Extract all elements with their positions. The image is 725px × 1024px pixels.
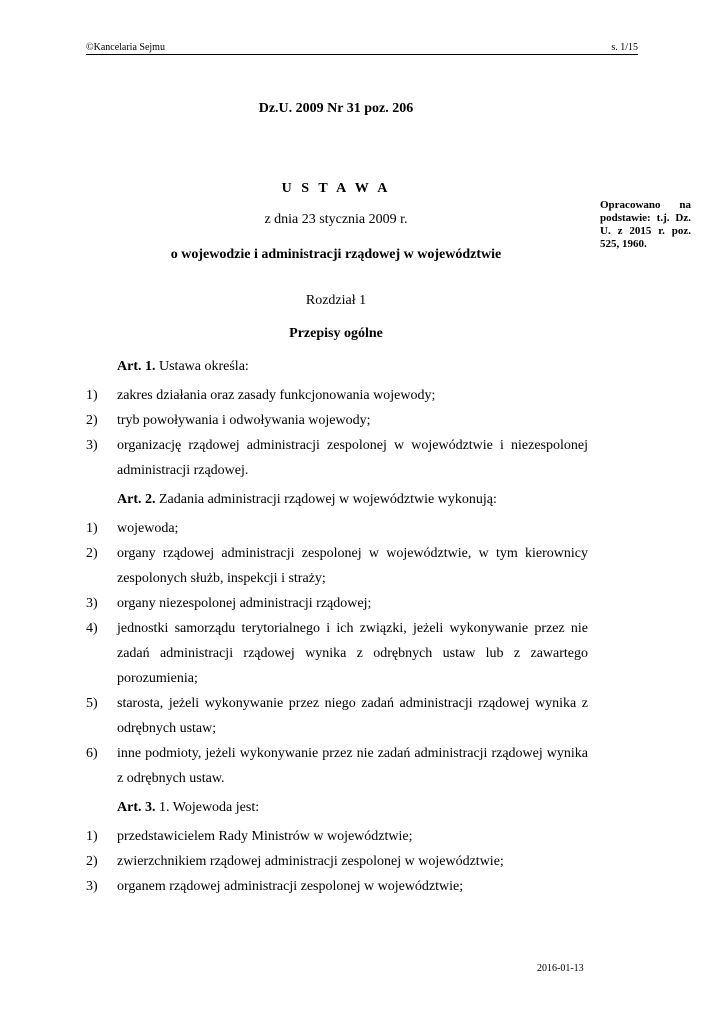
article-label: Art. 2.: [117, 492, 156, 507]
list-item: 2) zwierzchnikiem rządowej administracji zespolonej w województwie;: [86, 854, 504, 869]
article-label: Art. 3.: [117, 800, 156, 815]
act-type: U S T A W A: [281, 181, 391, 196]
act-title: o wojewodzie i administracji rządowej w województwie: [170, 247, 502, 262]
list-item: 3) organem rządowej administracji zespolonej w województwie;: [86, 879, 464, 894]
list-item: 1) przedstawicielem Rady Ministrów w województwie;: [86, 829, 413, 844]
list-item: 1) wojewoda;: [86, 521, 179, 536]
chapter-number: Rozdział 1: [305, 293, 367, 308]
list-item: 3) organizację rządowej administracji zespolonej w województwie i niezespolonej administracji rządowej.: [86, 438, 588, 478]
document-body: [86, 357, 588, 906]
act-date: z dnia 23 stycznia 2009 r.: [264, 212, 408, 227]
article-intro: 1. Wojewoda jest:: [155, 800, 260, 815]
document-id: Dz.U. 2009 Nr 31 poz. 206: [258, 101, 414, 116]
list-item: 2) organy rządowej administracji zespolonej w województwie, w tym kierownicy zespolonych służb, inspekcji i straży;: [86, 546, 588, 586]
footer-date: 2016-01-13: [537, 963, 584, 974]
page-number: s. 1/15: [611, 42, 638, 53]
article-label: Art. 1.: [117, 359, 156, 374]
article-intro: Ustawa określa:: [155, 359, 249, 374]
list-item: 5) starosta, jeżeli wykonywanie przez niego zadań administracji rządowej wynika z odrębnych ustaw;: [86, 696, 588, 736]
chapter-title: Przepisy ogólne: [289, 326, 383, 341]
article-2: [86, 490, 588, 791]
article-3: [86, 798, 588, 899]
list-item: 3) organy niezespolonej administracji rządowej;: [86, 596, 372, 611]
list-item: 4) jednostki samorządu terytorialnego i ich związki, jeżeli wykonywanie przez nie zadań administracji rządowej wynika z odrębnych ustaw lub z zawartego porozumienia;: [86, 621, 588, 686]
list-item: 6) inne podmioty, jeżeli wykonywanie przez nie zadań administracji rządowej wynika z odrębnych ustaw.: [86, 746, 588, 786]
page-header: [86, 42, 638, 55]
article-1: [86, 357, 588, 483]
side-note: Opracowano na podstawie: t.j. Dz. U. z 2015 r. poz. 525, 1960.: [600, 199, 691, 250]
list-item: 1) zakres działania oraz zasady funkcjonowania wojewody;: [86, 388, 436, 403]
header-publisher: ©Kancelaria Sejmu: [86, 42, 165, 53]
list-item: 2) tryb powoływania i odwoływania wojewody;: [86, 413, 371, 428]
article-intro: Zadania administracji rządowej w województwie wykonują:: [155, 492, 497, 507]
